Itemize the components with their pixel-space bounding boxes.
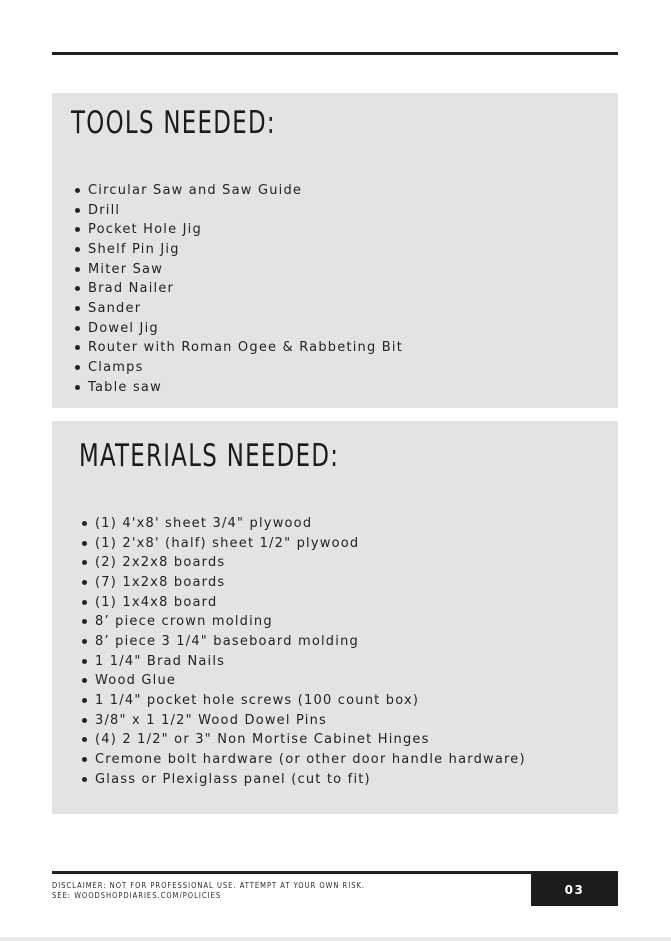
list-item: Miter Saw	[74, 260, 403, 280]
list-item: (1) 1x4x8 board	[81, 593, 526, 613]
tools-heading: TOOLS NEEDED:	[71, 105, 276, 141]
materials-needed-section	[52, 421, 618, 814]
list-item: Drill	[74, 201, 403, 221]
list-item: (1) 4'x8' sheet 3/4" plywood	[81, 514, 526, 534]
list-item: 3/8" x 1 1/2" Wood Dowel Pins	[81, 711, 526, 731]
disclaimer-line: DISCLAIMER: NOT FOR PROFESSIONAL USE. ATTEMPT AT YOUR OWN RISK.	[52, 881, 366, 890]
list-item: Clamps	[74, 358, 403, 378]
tools-needed-section	[52, 93, 618, 408]
materials-heading: MATERIALS NEEDED:	[79, 438, 340, 474]
tools-list	[74, 181, 403, 397]
top-divider	[52, 52, 618, 55]
policies-link-text: SEE: WOODSHOPDIARIES.COM/POLICIES	[52, 891, 222, 900]
list-item: 8’ piece crown molding	[81, 612, 526, 632]
list-item: (2) 2x2x8 boards	[81, 553, 526, 573]
list-item: 8’ piece 3 1/4" baseboard molding	[81, 632, 526, 652]
list-item: 1 1/4" pocket hole screws (100 count box)	[81, 691, 526, 711]
list-item: Shelf Pin Jig	[74, 240, 403, 260]
list-item: (4) 2 1/2" or 3" Non Mortise Cabinet Hinges	[81, 730, 526, 750]
list-item: 1 1/4" Brad Nails	[81, 652, 526, 672]
list-item: Glass or Plexiglass panel (cut to fit)	[81, 770, 526, 790]
list-item: Router with Roman Ogee & Rabbeting Bit	[74, 338, 403, 358]
list-item: Brad Nailer	[74, 279, 403, 299]
list-item: (7) 1x2x8 boards	[81, 573, 526, 593]
list-item: Table saw	[74, 378, 403, 398]
page-number: 03	[531, 874, 618, 906]
list-item: Pocket Hole Jig	[74, 220, 403, 240]
list-item: Wood Glue	[81, 671, 526, 691]
list-item: Sander	[74, 299, 403, 319]
materials-list	[81, 514, 526, 789]
page-bottom-edge	[0, 937, 671, 941]
list-item: Dowel Jig	[74, 319, 403, 339]
list-item: (1) 2'x8' (half) sheet 1/2" plywood	[81, 534, 526, 554]
list-item: Cremone bolt hardware (or other door handle hardware)	[81, 750, 526, 770]
list-item: Circular Saw and Saw Guide	[74, 181, 403, 201]
disclaimer	[52, 881, 365, 901]
